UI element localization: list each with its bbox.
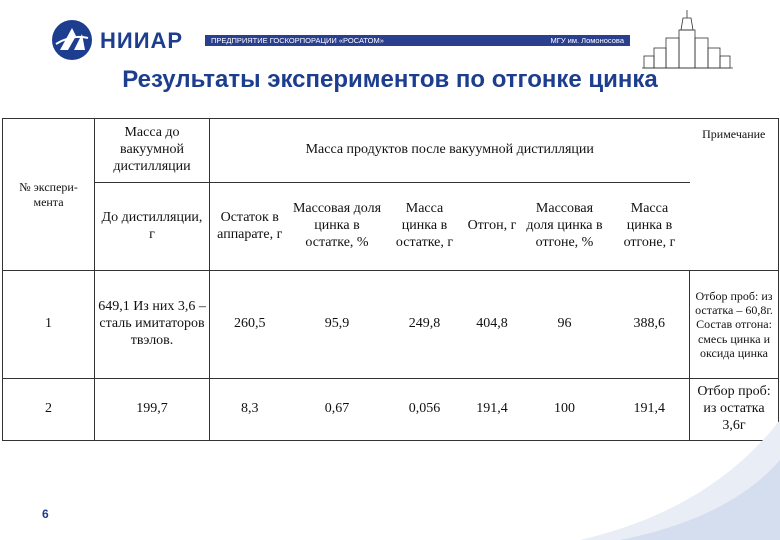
subheader-zn-frac-residue: Массовая доля цинка в остатке, % <box>290 183 385 271</box>
cell-zn-mass-distillate: 191,4 <box>610 379 690 441</box>
header-band <box>205 35 630 46</box>
table-subheader-row <box>3 183 779 271</box>
logo-text: НИИАР <box>100 28 184 53</box>
cell-distillate: 191,4 <box>465 379 520 441</box>
cell-residue: 260,5 <box>210 271 290 379</box>
page-number: 6 <box>42 507 49 521</box>
page-title: Результаты экспериментов по отгонке цинка <box>122 66 658 93</box>
cell-note: Отбор проб: из остатка 3,6г <box>690 379 779 441</box>
header-note: Примечание <box>690 119 779 271</box>
header-mass-before: Масса до вакуумной дистилляции <box>95 119 210 183</box>
subheader-before: До дистилляции, г <box>95 183 210 271</box>
cell-zn-mass-residue: 0,056 <box>385 379 465 441</box>
header-exp-number: № экспери-мента <box>3 119 95 271</box>
table-row <box>3 271 779 379</box>
subheader-zn-mass-residue: Масса цинка в остатке, г <box>385 183 465 271</box>
results-table <box>2 118 779 441</box>
cell-note: Отбор проб: из остатка – 60,8г. Состав отгона: смесь цинка и оксида цинка <box>690 271 779 379</box>
table-header-row <box>3 119 779 183</box>
subheader-distillate: Отгон, г <box>465 183 520 271</box>
cell-zn-frac-distillate: 96 <box>520 271 610 379</box>
cell-residue: 8,3 <box>210 379 290 441</box>
niiar-logo-icon <box>52 20 92 60</box>
cell-zn-mass-distillate: 388,6 <box>610 271 690 379</box>
cell-zn-frac-residue: 95,9 <box>290 271 385 379</box>
cell-distillate: 404,8 <box>465 271 520 379</box>
cell-zn-frac-distillate: 100 <box>520 379 610 441</box>
subheader-zn-frac-distillate: Массовая доля цинка в отгоне, % <box>520 183 610 271</box>
subheader-zn-mass-distillate: Масса цинка в отгоне, г <box>610 183 690 271</box>
header-mass-after: Масса продуктов после вакуумной дистилляции <box>210 119 690 183</box>
cell-before: 649,1 Из них 3,6 – сталь имитаторов твэлов. <box>95 271 210 379</box>
decorative-wave <box>560 400 780 540</box>
cell-zn-frac-residue: 0,67 <box>290 379 385 441</box>
slide-header <box>0 0 780 70</box>
msu-building-icon <box>640 8 735 70</box>
band-right-text: МГУ им. Ломоносова <box>550 36 624 45</box>
band-left-text: ПРЕДПРИЯТИЕ ГОСКОРПОРАЦИИ «РОСАТОМ» <box>211 36 384 45</box>
subheader-residue: Остаток в аппарате, г <box>210 183 290 271</box>
cell-exp-number: 1 <box>3 271 95 379</box>
cell-before: 199,7 <box>95 379 210 441</box>
cell-exp-number: 2 <box>3 379 95 441</box>
cell-zn-mass-residue: 249,8 <box>385 271 465 379</box>
